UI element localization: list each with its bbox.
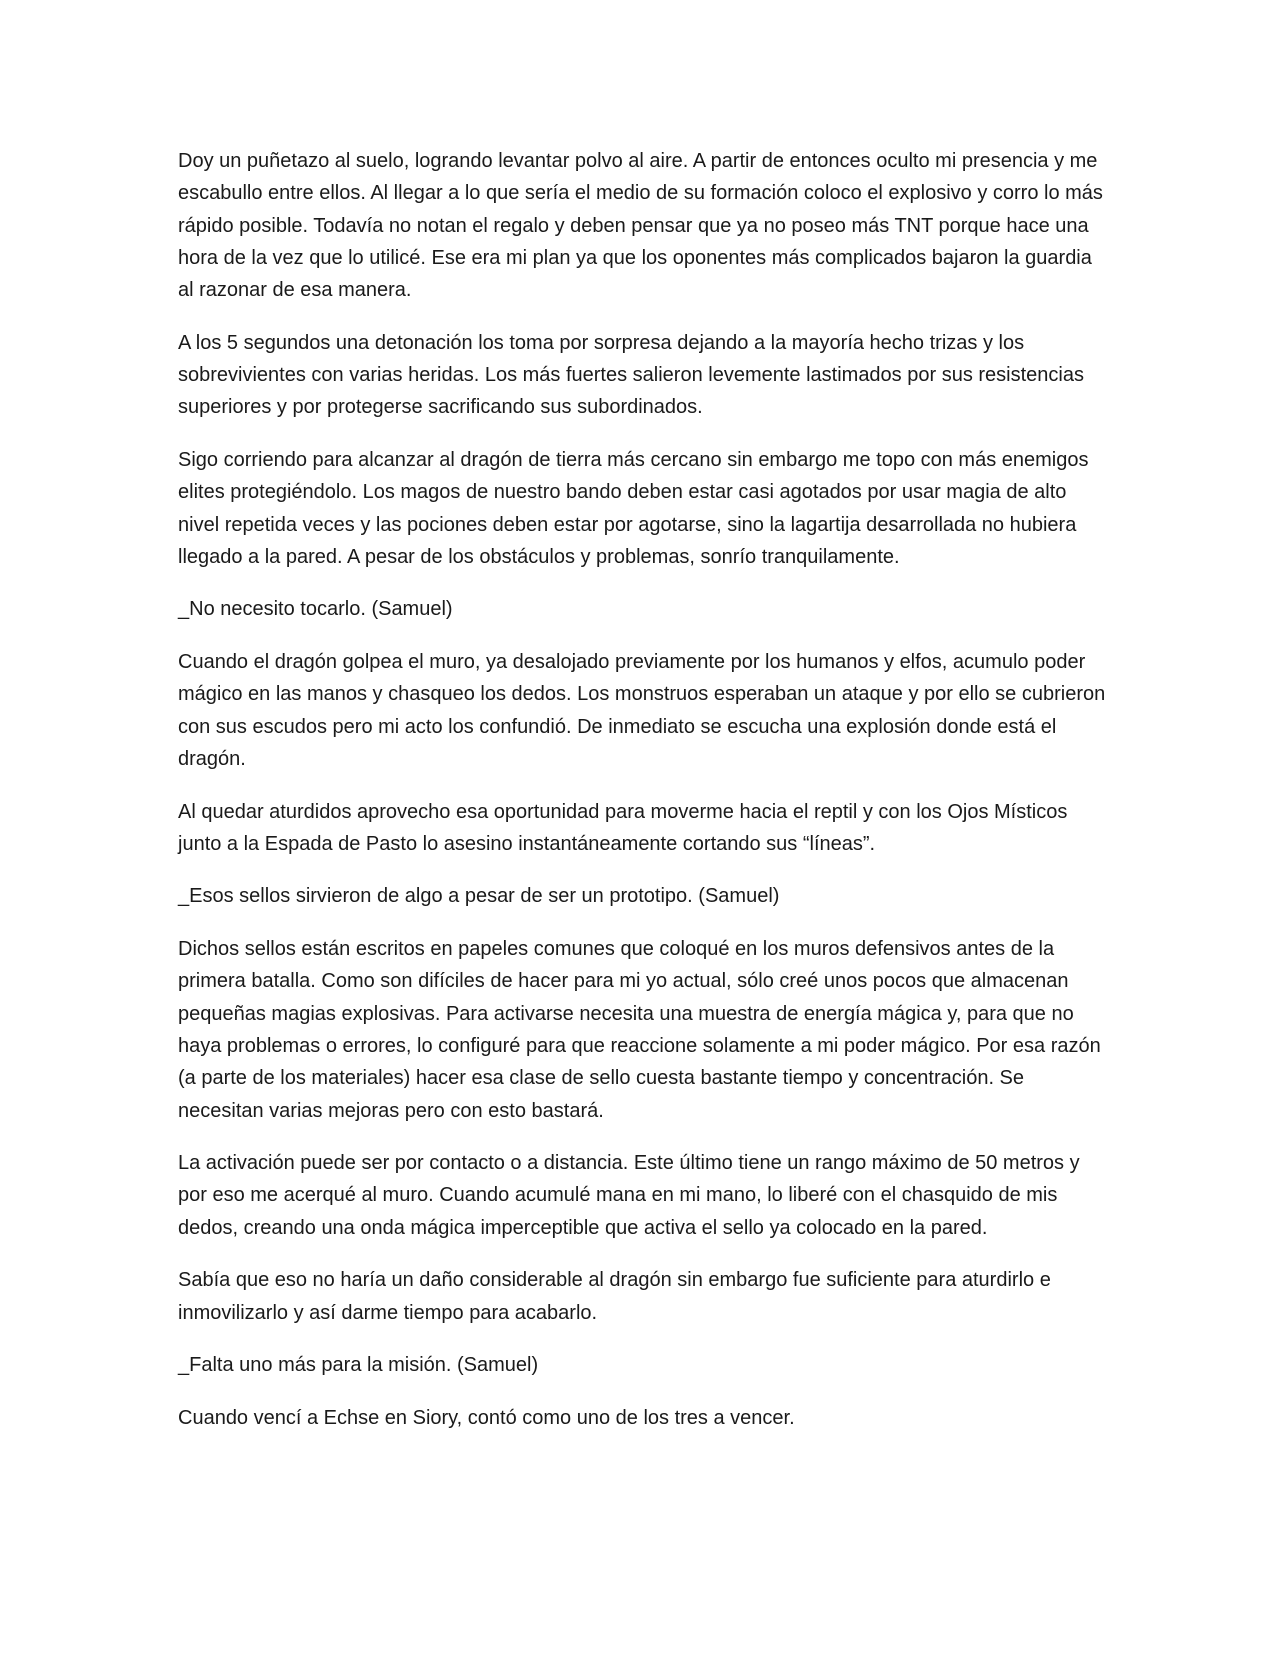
- paragraph: Cuando vencí a Echse en Siory, contó como uno de los tres a vencer.: [178, 1406, 795, 1429]
- paragraph: Dichos sellos están escritos en papeles comunes que coloqué en los muros defensivos antes de la primera batalla. Como son difíciles de hacer para mi yo actual, sólo creé unos pocos que almacenan pequeñas magias explosivas. Para activarse necesita una muestra de energía mágica y, para que no haya problemas o errores, lo configuré para que reaccione solamente a mi poder mágico. Por esa razón (a parte de los materiales) hacer esa clase de sello cuesta bastante tiempo y concentración. Se necesitan varias mejoras pero con esto bastará.: [178, 938, 1101, 1122]
- dialogue-line: _No necesito tocarlo. (Samuel): [178, 598, 453, 621]
- paragraph: La activación puede ser por contacto o a distancia. Este último tiene un rango máximo de 50 metros y por eso me acerqué al muro. Cuando acumulé mana en mi mano, lo liberé con el chasquido de mis dedos, creando una onda mágica imperceptible que activa el sello ya colocado en la pared.: [178, 1152, 1080, 1239]
- paragraph: Sigo corriendo para alcanzar al dragón de tierra más cercano sin embargo me topo con más enemigos elites protegiéndolo. Los magos de nuestro bando deben estar casi agotados por usar magia de alto nivel repetida veces y las pociones deben estar por agotarse, sino la lagartija desarrollada no hubiera llegado a la pared. A pesar de los obstáculos y problemas, sonrío tranquilamente.: [178, 448, 1089, 568]
- paragraph: Al quedar aturdidos aprovecho esa oportunidad para moverme hacia el reptil y con los Ojos Místicos junto a la Espada de Pasto lo asesino instantáneamente cortando sus “líneas”.: [178, 800, 1068, 855]
- dialogue-line: _Falta uno más para la misión. (Samuel): [178, 1354, 539, 1377]
- dialogue-line: _Esos sellos sirvieron de algo a pesar de ser un prototipo. (Samuel): [178, 885, 780, 908]
- paragraph: Doy un puñetazo al suelo, logrando levantar polvo al aire. A partir de entonces oculto mi presencia y me escabullo entre ellos. Al llegar a lo que sería el medio de su formación coloco el explosivo y corro lo más rápido posible. Todavía no notan el regalo y deben pensar que ya no poseo más TNT porque hace una hora de la vez que lo utilicé. Ese era mi plan ya que los oponentes más complicados bajaron la guardia al razonar de esa manera.: [178, 150, 1103, 302]
- document-body: [178, 145, 1108, 1454]
- paragraph: A los 5 segundos una detonación los toma por sorpresa dejando a la mayoría hecho trizas y los sobrevivientes con varias heridas. Los más fuertes salieron levemente lastimados por sus resistencias superiores y por protegerse sacrificando sus subordinados.: [178, 331, 1084, 419]
- paragraph: Cuando el dragón golpea el muro, ya desalojado previamente por los humanos y elfos, acumulo poder mágico en las manos y chasqueo los dedos. Los monstruos esperaban un ataque y por ello se cubrieron con sus escudos pero mi acto los confundió. De inmediato se escucha una explosión donde está el dragón.: [178, 651, 1106, 770]
- paragraph: Sabía que eso no haría un daño considerable al dragón sin embargo fue suficiente para aturdirlo e inmovilizarlo y así darme tiempo para acabarlo.: [178, 1269, 1051, 1324]
